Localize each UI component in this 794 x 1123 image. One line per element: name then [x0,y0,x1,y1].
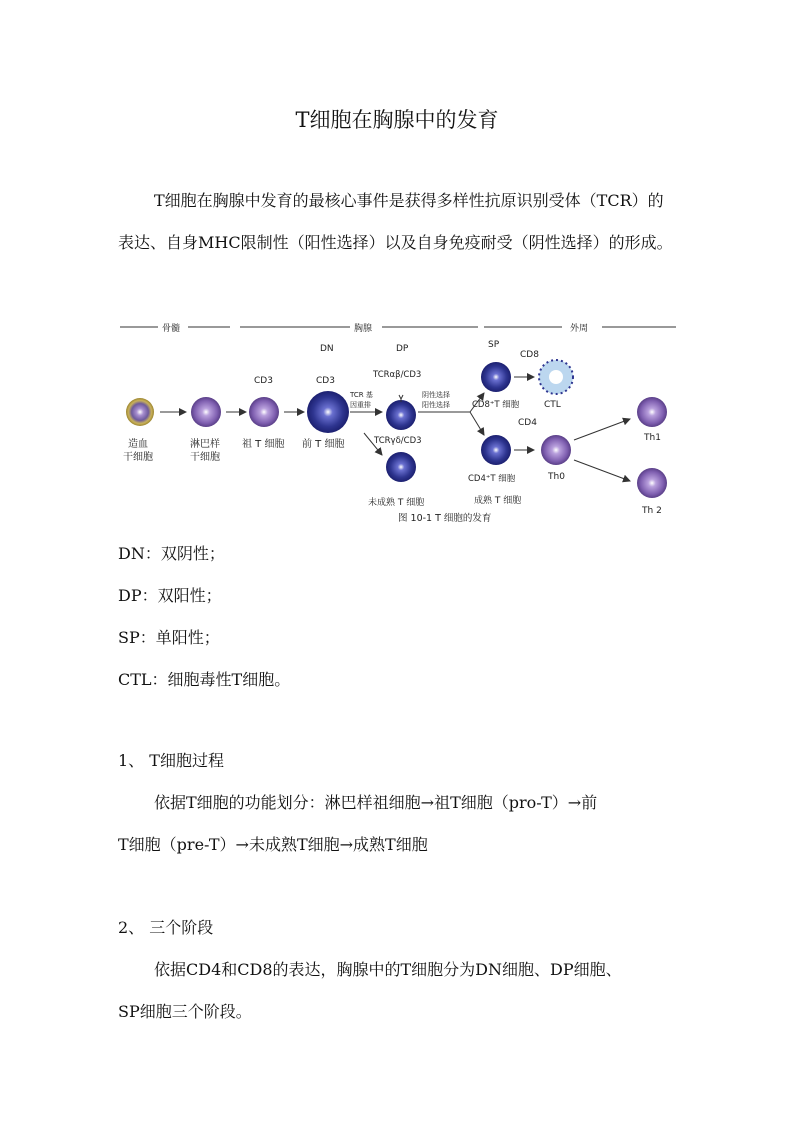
lymphoid-label-1: 淋巴样 [190,439,220,450]
dp-cell [386,400,416,430]
th1-cell [637,397,667,427]
pro-t-cell [249,397,279,427]
section1-body-line2: T细胞（pre-T）→未成熟T细胞→成熟T细胞 [118,835,428,854]
rearrangement-label-2: 因重排 [350,401,371,409]
page-title: T细胞在胸腺中的发育 [295,108,499,132]
t-cell-development-figure [118,315,678,530]
th0-cell [541,435,571,465]
region-periphery: 外周 [570,324,589,334]
cd4-label: CD4 [518,418,537,428]
hsc-label-2: 干细胞 [123,452,153,463]
negative-selection-label: 阴性选择 [422,391,450,399]
pre-t-cell [307,391,349,433]
section1-body-line1: 依据T细胞的功能划分：淋巴样祖细胞→祖T细胞（pro-T）→前 [154,793,598,812]
th0-label: Th0 [548,472,565,482]
definition-dp: DP：双阳性； [118,586,222,605]
lymphoid-progenitor-cell [191,397,221,427]
tcrab-label: TCRαβ/CD3 [373,370,422,380]
lymphoid-label-2: 干细胞 [190,452,220,463]
cd3-label-a: CD3 [254,376,273,386]
immature-t-label: 未成熟 T 细胞 [368,498,425,508]
region-bone-marrow: 骨髓 [162,324,181,334]
th2-label: Th 2 [642,506,662,516]
cd8-sp-cell [481,362,511,392]
positive-selection-label: 阳性选择 [422,401,450,409]
stage-dp-label: DP [396,344,409,354]
rearrangement-label-1: TCR 基 [350,391,373,399]
section2-heading: 2、 三个阶段 [118,918,214,937]
ctl-label: CTL [544,400,561,410]
stage-dn-label: DN [320,344,334,354]
region-thymus: 胸腺 [354,324,373,334]
section2-body-line1: 依据CD4和CD8的表达，胸腺中的T细胞分为DN细胞、DP细胞、 [154,960,622,979]
definition-dn: DN：双阴性； [118,544,225,563]
cd3-label-b: CD3 [316,376,335,386]
cd8-t-cell-label: CD8⁺T 细胞 [472,400,520,410]
definition-sp: SP：单阳性； [118,628,220,647]
stage-sp-label: SP [488,340,500,350]
definition-ctl: CTL：细胞毒性T细胞。 [118,670,291,689]
hsc-label-1: 造血 [128,439,148,450]
hsc-cell [126,398,154,426]
intro-paragraph: T细胞在胸腺中发育的最核心事件是获得多样性抗原识别受体（TCR）的表达、自身MHC限制性（阳性选择）以及自身免疫耐受（阴性选择）的形成。 [118,191,673,252]
cd4-sp-cell [481,435,511,465]
th1-label: Th1 [644,433,661,443]
cd4-t-cell-label: CD4⁺T 细胞 [468,474,516,484]
gd-t-cell [386,452,416,482]
section2-body-line2: SP细胞三个阶段。 [118,1002,252,1021]
figure-caption: 图 10-1 T 细胞的发育 [398,513,492,524]
pro-t-label: 祖 T 细胞 [242,439,285,450]
th2-cell [637,468,667,498]
section1-heading: 1、 T细胞过程 [118,751,224,770]
mature-t-label: 成熟 T 细胞 [474,496,522,506]
tcrgd-label: TCRγδ/CD3 [374,436,422,446]
cd8-label: CD8 [520,350,539,360]
pre-t-label: 前 T 细胞 [302,439,345,450]
